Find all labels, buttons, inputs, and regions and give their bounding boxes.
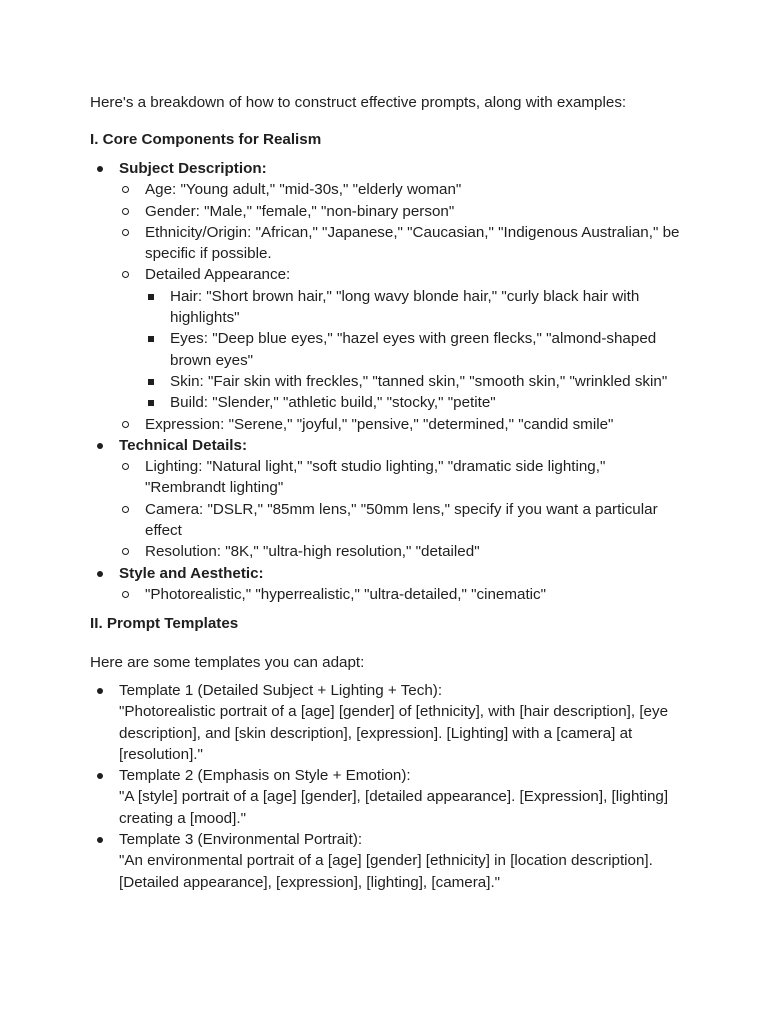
list-item-expression: Expression: "Serene," "joyful," "pensive," "determined," "candid smile" bbox=[119, 414, 690, 435]
list-item-template-1 bbox=[90, 680, 690, 765]
intro-paragraph: Here's a breakdown of how to construct effective prompts, along with examples: bbox=[90, 94, 627, 111]
template-1-title: Template 1 (Detailed Subject + Lighting + Tech): bbox=[119, 682, 443, 699]
list-item-style-aesthetic bbox=[90, 563, 690, 606]
appearance-sublist bbox=[145, 286, 690, 414]
list-item-template-2 bbox=[90, 765, 690, 829]
technical-details-title: Technical Details: bbox=[119, 436, 248, 454]
list-item-eyes: Eyes: "Deep blue eyes," "hazel eyes with green flecks," "almond-shaped brown eyes" bbox=[145, 328, 690, 371]
subject-description-title: Subject Description: bbox=[119, 160, 267, 177]
list-item-skin: Skin: "Fair skin with freckles," "tanned skin," "smooth skin," "wrinkled skin" bbox=[145, 371, 690, 392]
list-item-template-3 bbox=[90, 829, 690, 893]
list-item-detailed-appearance bbox=[119, 264, 690, 413]
style-sublist bbox=[119, 584, 690, 605]
section-heading-core-components: I. Core Components for Realism bbox=[90, 131, 322, 148]
list-item-age: Age: "Young adult," "mid-30s," "elderly woman" bbox=[119, 179, 690, 200]
list-item-camera: Camera: "DSLR," "85mm lens," "50mm lens," specify if you want a particular effect bbox=[119, 499, 690, 542]
technical-sublist bbox=[119, 456, 690, 562]
list-item-lighting: Lighting: "Natural light," "soft studio lighting," "dramatic side lighting," "Rembrandt lighting" bbox=[119, 456, 690, 499]
detailed-appearance-label: Detailed Appearance: bbox=[145, 266, 291, 284]
list-item-technical-details bbox=[90, 435, 690, 563]
list-item-resolution: Resolution: "8K," "ultra-high resolution," "detailed" bbox=[119, 541, 690, 562]
template-2-text: "A [style] portrait of a [age] [gender], [detailed appearance]. [Expression], [lighting] creating a [mood]." bbox=[119, 788, 669, 827]
list-item-hair: Hair: "Short brown hair," "long wavy blonde hair," "curly black hair with highlights" bbox=[145, 286, 690, 329]
templates-intro: Here are some templates you can adapt: bbox=[90, 654, 365, 671]
list-item-gender: Gender: "Male," "female," "non-binary person" bbox=[119, 201, 690, 222]
section-heading-prompt-templates: II. Prompt Templates bbox=[90, 615, 239, 632]
list-item-subject-description bbox=[90, 158, 690, 435]
template-3-title: Template 3 (Environmental Portrait): bbox=[119, 831, 363, 849]
template-2-title: Template 2 (Emphasis on Style + Emotion): bbox=[119, 767, 411, 785]
style-aesthetic-title: Style and Aesthetic: bbox=[119, 564, 264, 582]
templates-list bbox=[90, 680, 690, 893]
template-1-text: "Photorealistic portrait of a [age] [gender] of [ethnicity], with [hair description], [eye description], and [skin description], [expression]. [Lighting] with a [camera] at [resolution]." bbox=[119, 703, 669, 763]
template-3-text: "An environmental portrait of a [age] [gender] [ethnicity] in [location description]. [Detailed appearance], [expression], [lighting], [camera]." bbox=[119, 852, 653, 891]
list-item-style-examples: "Photorealistic," "hyperrealistic," "ultra-detailed," "cinematic" bbox=[119, 584, 690, 605]
list-item-build: Build: "Slender," "athletic build," "stocky," "petite" bbox=[145, 392, 690, 413]
list-item-ethnicity: Ethnicity/Origin: "African," "Japanese," "Caucasian," "Indigenous Australian," be specific if possible. bbox=[119, 222, 690, 265]
subject-sublist bbox=[119, 179, 690, 435]
core-components-list bbox=[90, 158, 690, 605]
